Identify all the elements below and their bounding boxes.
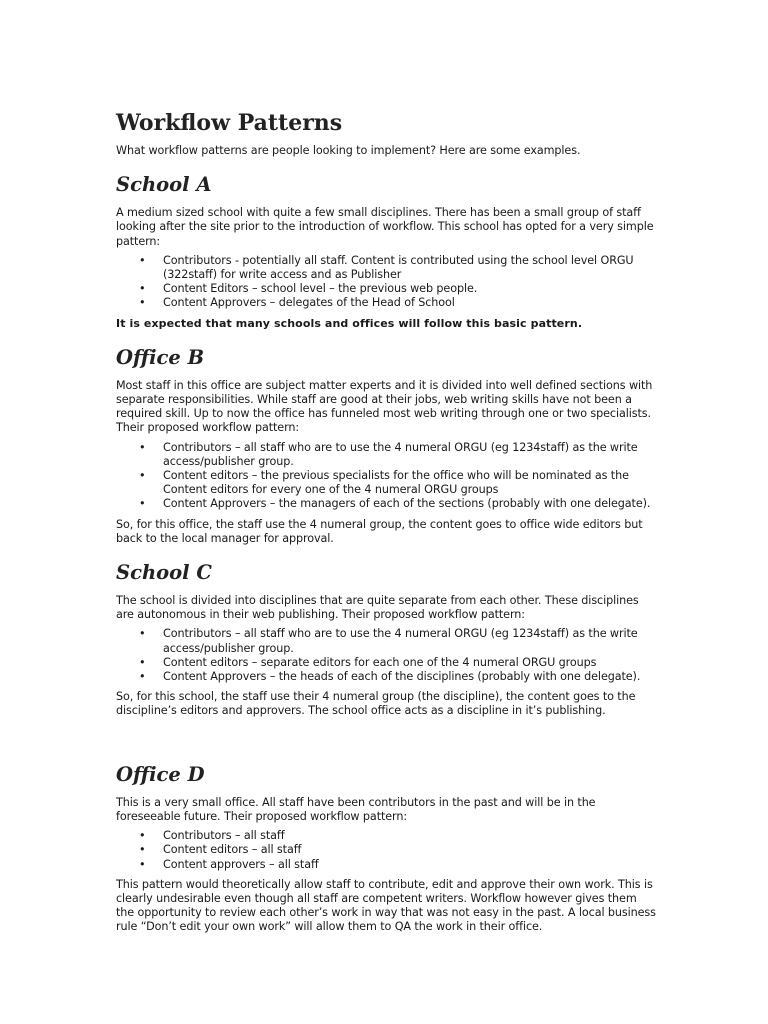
section-paragraph: Most staff in this office are subject matter experts and it is divided into well defined sections with separate responsibilities. While staff are good at their jobs, web writing skills have not been a required skill. Up to now the office has funneled most web writing through one or two specialists. Their proposed workflow pattern:	[116, 378, 653, 435]
bullet-icon: •	[139, 282, 146, 296]
list-item: • Content approvers – all staff	[139, 857, 319, 871]
spacer	[116, 724, 656, 748]
bullet-icon: •	[139, 627, 146, 641]
list-item: • Contributors – all staff who are to use the 4 numeral ORGU (eg 1234staff) as the write access/publisher group.	[139, 440, 638, 468]
page-title: Workflow Patterns	[116, 110, 343, 136]
bullet-icon: •	[139, 440, 146, 454]
list-item: • Content Approvers – the heads of each of the disciplines (probably with one delegate).	[139, 670, 641, 684]
list-item: • Content Approvers – the managers of each of the sections (probably with one delegate).	[139, 497, 651, 511]
bullet-icon: •	[139, 253, 146, 267]
intro-paragraph: What workflow patterns are people looking to implement? Here are some examples.	[116, 144, 581, 157]
bullet-icon: •	[139, 469, 146, 483]
list-item: • Content Approvers – delegates of the Head of School	[139, 296, 455, 310]
section-heading-school-c: School C	[116, 561, 212, 585]
bullet-icon: •	[139, 296, 146, 310]
section-summary: So, for this office, the staff use the 4 numeral group, the content goes to office wide editors but back to the local manager for approval.	[116, 517, 643, 545]
bullet-list	[116, 829, 656, 872]
bullet-list	[116, 254, 656, 311]
bullet-icon: •	[139, 843, 146, 857]
list-item: • Contributors – all staff	[139, 829, 285, 843]
section-paragraph: The school is divided into disciplines that are quite separate from each other. These disciplines are autonomous in their web publishing. Their proposed workflow pattern:	[116, 594, 639, 622]
section-paragraph: This is a very small office. All staff have been contributors in the past and will be in the foreseeable future. Their proposed workflow pattern:	[116, 795, 596, 823]
bullet-icon: •	[139, 497, 146, 511]
bullet-icon: •	[139, 857, 146, 871]
bullet-icon: •	[139, 829, 146, 843]
section-summary: This pattern would theoretically allow staff to contribute, edit and approve their own work. This is clearly undesirable even though all staff are competent writers. Workflow however gives them the opportunity to review each other’s work in way that was not easy in the past. A local business rule “Don’t edit your own work” will allow them to QA the work in their office.	[116, 877, 656, 934]
bullet-list	[116, 627, 656, 684]
document-page	[116, 108, 656, 940]
section-heading-office-b: Office B	[116, 345, 205, 369]
list-item: • Contributors – all staff who are to use the 4 numeral ORGU (eg 1234staff) as the write access/publisher group.	[139, 627, 638, 655]
list-item: • Content editors – all staff	[139, 843, 302, 857]
section-heading-school-a: School A	[116, 173, 212, 197]
list-item: • Content editors – the previous specialists for the office who will be nominated as the Content editors for every one of the 4 numeral ORGU groups	[139, 469, 629, 497]
section-paragraph: A medium sized school with quite a few small disciplines. There has been a small group of staff looking after the site prior to the introduction of workflow. This school has opted for a very simple pattern:	[116, 206, 654, 248]
section-summary: So, for this school, the staff use their 4 numeral group (the discipline), the content goes to the discipline’s editors and approvers. The school office acts as a discipline in it’s publishing.	[116, 690, 636, 718]
bullet-icon: •	[139, 670, 146, 684]
list-item: • Content editors – separate editors for each one of the 4 numeral ORGU groups	[139, 655, 597, 669]
bullet-icon: •	[139, 655, 146, 669]
bullet-list	[116, 441, 656, 512]
list-item: • Content Editors – school level – the previous web people.	[139, 282, 478, 296]
section-heading-office-d: Office D	[116, 762, 205, 786]
list-item: • Contributors - potentially all staff. Content is contributed using the school level ORGU (322staff) for write access and as Publisher	[139, 253, 634, 282]
emphasis-note: It is expected that many schools and offices will follow this basic pattern.	[116, 316, 583, 330]
